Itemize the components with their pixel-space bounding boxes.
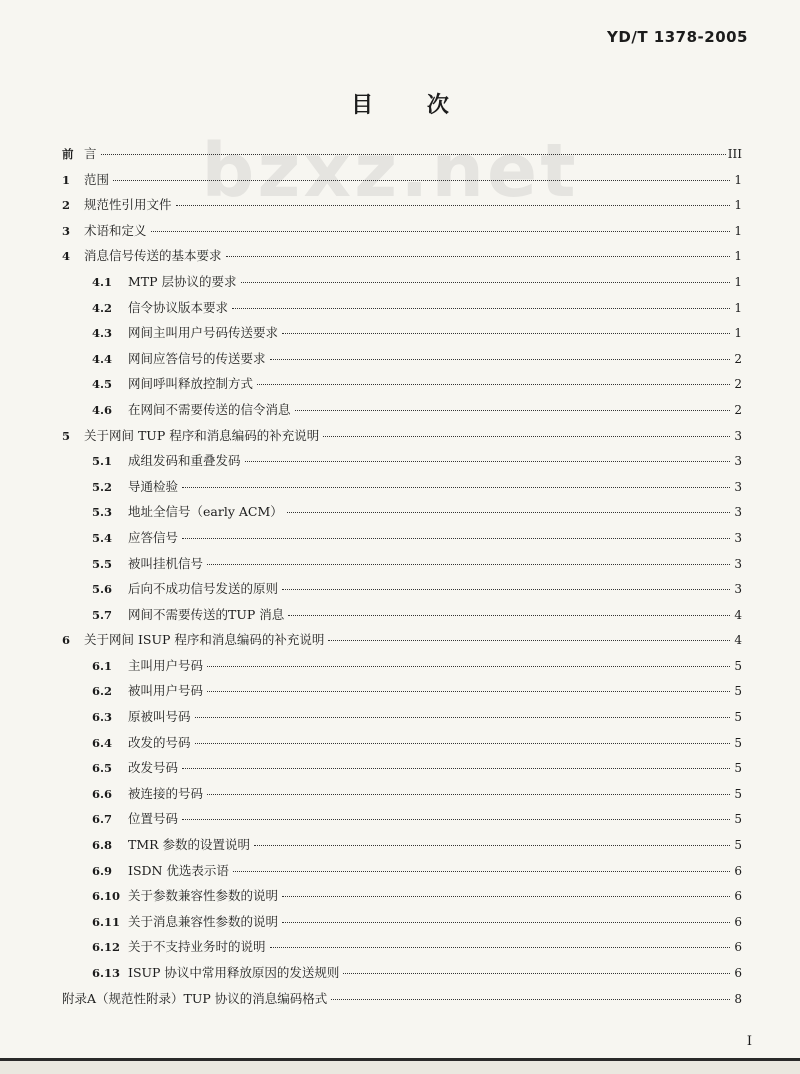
- toc-entry-number: 4.2: [92, 300, 113, 315]
- toc-entry[interactable]: [62, 579, 742, 605]
- toc-entry[interactable]: [62, 528, 742, 554]
- toc-entry-title: MTP 层协议的要求: [128, 273, 237, 289]
- toc-entry-page: 1: [734, 300, 742, 315]
- dot-leader: [207, 666, 730, 667]
- toc-entry-number: 6.5: [92, 761, 113, 776]
- toc-entry-title: 信令协议版本要求: [128, 299, 229, 315]
- toc-entry[interactable]: [62, 784, 742, 810]
- toc-entry-number: 5.2: [92, 479, 113, 494]
- toc-entry[interactable]: [62, 835, 742, 861]
- toc-entry-number: 前: [62, 147, 74, 161]
- toc-entry-title: 关于不支持业务时的说明: [128, 939, 266, 955]
- toc-entry-page: 5: [734, 710, 742, 725]
- dot-leader: [343, 973, 730, 974]
- toc-entry-number: 4.5: [92, 377, 113, 392]
- toc-entry-number: 6.8: [92, 838, 113, 853]
- toc-entry[interactable]: [62, 451, 742, 477]
- dot-leader: [182, 487, 730, 488]
- toc-entry-page: 5: [734, 786, 742, 801]
- document-code: YD/T 1378-2005: [607, 28, 748, 46]
- toc-entry-page: 3: [734, 505, 742, 520]
- toc-entry-number: 6.6: [92, 786, 113, 801]
- dot-leader: [282, 922, 730, 923]
- toc-entry-number: 1: [62, 172, 71, 187]
- toc-entry[interactable]: [62, 605, 742, 631]
- dot-leader: [331, 999, 730, 1000]
- toc-entry-title: 网间主叫用户号码传送要求: [128, 325, 279, 341]
- toc-entry-title: ISDN 优选表示语: [128, 862, 229, 878]
- toc-entry-title: 被叫用户号码: [128, 683, 204, 699]
- toc-entry-number: 6.12: [92, 940, 121, 955]
- dot-leader: [151, 231, 730, 232]
- toc-entry-title: ISUP 协议中常用释放原因的发送规则: [128, 965, 340, 980]
- dot-leader: [182, 768, 730, 769]
- toc-entry[interactable]: [62, 554, 742, 580]
- dot-leader: [113, 180, 730, 181]
- dot-leader: [257, 384, 730, 385]
- dot-leader: [182, 819, 730, 820]
- toc-entry-number: 5.7: [92, 607, 113, 622]
- dot-leader: [288, 615, 730, 616]
- toc-entry-page: 3: [734, 530, 742, 545]
- toc-entry-title: 被叫挂机信号: [128, 555, 204, 571]
- toc-entry-page: 5: [734, 761, 742, 776]
- toc-entry-number: 4.4: [92, 351, 113, 366]
- toc-entry-page: 6: [734, 889, 742, 904]
- page-number: I: [746, 1034, 752, 1049]
- toc-entry-title: 关于网间 TUP 程序和消息编码的补充说明: [84, 427, 320, 443]
- toc-entry-page: 1: [734, 172, 742, 187]
- toc-entry-number: 4.6: [92, 402, 113, 417]
- toc-entry[interactable]: [62, 298, 742, 324]
- toc-entry-page: 4: [734, 607, 742, 622]
- toc-entry-page: III: [727, 147, 742, 161]
- toc-entry-page: 1: [734, 249, 742, 264]
- dot-leader: [241, 282, 730, 283]
- toc-entry-number: 6.11: [92, 914, 121, 929]
- toc-entry[interactable]: [62, 502, 742, 528]
- toc-entry-number: 4.3: [92, 326, 113, 341]
- toc-entry-title: 范围: [84, 171, 110, 187]
- toc-entry-title: 网间不需要传送的TUP 消息: [128, 606, 285, 622]
- dot-leader: [282, 896, 730, 897]
- dot-leader: [233, 871, 730, 872]
- toc-entry-title: 改发的号码: [128, 734, 191, 750]
- toc-entry-number: 2: [62, 198, 71, 213]
- toc-entry-number: 3: [62, 223, 71, 238]
- toc-entry-page: 5: [734, 838, 742, 853]
- toc-entry-number: 4: [62, 249, 71, 264]
- dot-leader: [282, 333, 730, 334]
- dot-leader: [254, 845, 730, 846]
- watermark: bzxz.net: [201, 128, 579, 214]
- toc-entry-number: 5.1: [92, 454, 113, 469]
- toc-entry-title: 关于消息兼容性参数的说明: [128, 913, 279, 929]
- toc-entry-number: 5.6: [92, 582, 113, 597]
- toc-entry-number: 5.4: [92, 530, 113, 545]
- toc-entry-page: 1: [734, 223, 742, 238]
- toc-entry-page: 4: [734, 633, 742, 648]
- toc-entry-number: 6.7: [92, 812, 113, 827]
- toc-entry[interactable]: [62, 630, 742, 656]
- toc-entry-title: 改发号码: [128, 760, 179, 776]
- toc-entry-page: 3: [734, 556, 742, 571]
- toc-entry-page: 3: [734, 428, 742, 443]
- toc-entry-page: 5: [734, 735, 742, 750]
- toc-entry[interactable]: [62, 707, 742, 733]
- toc-entry[interactable]: [62, 426, 742, 452]
- dot-leader: [287, 512, 730, 513]
- dot-leader: [270, 947, 730, 948]
- toc-entry-page: 1: [734, 274, 742, 289]
- toc-entry-title: 成组发码和重叠发码: [128, 453, 241, 469]
- toc-entry-number: 5.3: [92, 505, 113, 520]
- toc-entry[interactable]: [62, 221, 742, 247]
- toc-entry-title: 导通检验: [128, 478, 179, 494]
- toc-entry-page: 1: [734, 198, 742, 213]
- toc-entry[interactable]: [62, 246, 742, 272]
- toc-entry-page: 6: [734, 966, 742, 980]
- toc-entry-page: 2: [734, 402, 742, 417]
- toc-entry[interactable]: [62, 937, 742, 963]
- toc-entry[interactable]: [62, 681, 742, 707]
- toc-entry-title: 主叫用户号码: [128, 657, 204, 673]
- toc-entry-page: 2: [734, 351, 742, 366]
- dot-leader: [207, 564, 730, 565]
- toc-entry[interactable]: [62, 323, 742, 349]
- toc-entry[interactable]: [62, 963, 742, 989]
- toc-entry[interactable]: [62, 861, 742, 887]
- toc-entry-title: TMR 参数的设置说明: [128, 837, 251, 853]
- toc-entry-title: 关于网间 ISUP 程序和消息编码的补充说明: [84, 632, 325, 648]
- toc-entry-page: 3: [734, 582, 742, 597]
- dot-leader: [245, 461, 730, 462]
- toc-entry-title: 地址全信号（early ACM）: [128, 504, 283, 520]
- toc-entry[interactable]: [62, 374, 742, 400]
- toc-entry-number: 6.1: [92, 658, 113, 673]
- dot-leader: [295, 410, 730, 411]
- toc-entry-page: 8: [734, 991, 742, 1006]
- toc-entry-number: 6.10: [92, 889, 121, 904]
- dot-leader: [323, 436, 730, 437]
- toc-entry-number: 5.5: [92, 556, 113, 571]
- toc-entry-title: 在网间不需要传送的信令消息: [128, 401, 291, 417]
- toc-entry-page: 6: [734, 914, 742, 929]
- dot-leader: [195, 743, 730, 744]
- toc-entry[interactable]: [62, 912, 742, 938]
- toc-entry[interactable]: [62, 272, 742, 298]
- toc-entry-number: 6: [62, 633, 71, 648]
- toc-entry-page: 5: [734, 684, 742, 699]
- toc-entry-page: 3: [734, 479, 742, 494]
- toc-entry[interactable]: [62, 886, 742, 912]
- dot-leader: [270, 359, 730, 360]
- toc-entry[interactable]: [62, 195, 742, 221]
- toc-entry-number: 6.9: [92, 863, 113, 878]
- toc-entry-title: 位置号码: [128, 811, 179, 827]
- toc-entry[interactable]: [62, 656, 742, 682]
- toc-entry-title: 术语和定义: [84, 222, 147, 238]
- toc-entry[interactable]: [62, 400, 742, 426]
- toc-entry-number: 6.13: [92, 966, 121, 980]
- toc-entry[interactable]: [62, 477, 742, 503]
- toc-entry-page: 3: [734, 454, 742, 469]
- dot-leader: [232, 308, 730, 309]
- toc-entry-number: 4.1: [92, 274, 113, 289]
- toc-entry-page: 6: [734, 940, 742, 955]
- bottom-strip: [0, 1061, 800, 1074]
- toc-entry-page: 2: [734, 377, 742, 392]
- toc-entry-page: 5: [734, 658, 742, 673]
- toc-entry[interactable]: [62, 809, 742, 835]
- toc-entry[interactable]: [62, 989, 742, 1015]
- toc-entry-number: 5: [62, 428, 71, 443]
- toc-entry[interactable]: [62, 170, 742, 196]
- toc-entry-title: 应答信号: [128, 529, 179, 545]
- toc-entry[interactable]: [62, 733, 742, 759]
- dot-leader: [176, 205, 730, 206]
- toc-entry-number: 6.2: [92, 684, 113, 699]
- toc-entry[interactable]: [62, 349, 742, 375]
- dot-leader: [282, 589, 730, 590]
- dot-leader: [226, 256, 730, 257]
- toc-entry[interactable]: [62, 144, 742, 170]
- dot-leader: [328, 640, 730, 641]
- toc-entry-title: 规范性引用文件: [84, 197, 172, 213]
- toc-entry-number: 6.3: [92, 710, 113, 725]
- dot-leader: [101, 154, 726, 155]
- table-of-contents: [62, 144, 742, 1014]
- toc-entry-title: 关于参数兼容性参数的说明: [128, 888, 279, 904]
- toc-entry-title: 被连接的号码: [128, 785, 204, 801]
- dot-leader: [207, 794, 730, 795]
- toc-entry-title: 网间呼叫释放控制方式: [128, 376, 254, 392]
- dot-leader: [182, 538, 730, 539]
- toc-entry-title: 言: [84, 146, 97, 161]
- dot-leader: [195, 717, 730, 718]
- toc-entry-page: 1: [734, 326, 742, 341]
- toc-entry-title: 附录A（规范性附录）TUP 协议的消息编码格式: [62, 990, 328, 1006]
- page-title: 目 次: [351, 92, 449, 118]
- toc-entry-title: 消息信号传送的基本要求: [84, 248, 222, 264]
- toc-entry-page: 6: [734, 863, 742, 878]
- dot-leader: [207, 691, 730, 692]
- toc-entry-number: 6.4: [92, 735, 113, 750]
- toc-entry-page: 5: [734, 812, 742, 827]
- toc-entry[interactable]: [62, 758, 742, 784]
- toc-entry-title: 原被叫号码: [128, 709, 191, 725]
- toc-entry-title: 后向不成功信号发送的原则: [128, 581, 279, 597]
- toc-entry-title: 网间应答信号的传送要求: [128, 350, 266, 366]
